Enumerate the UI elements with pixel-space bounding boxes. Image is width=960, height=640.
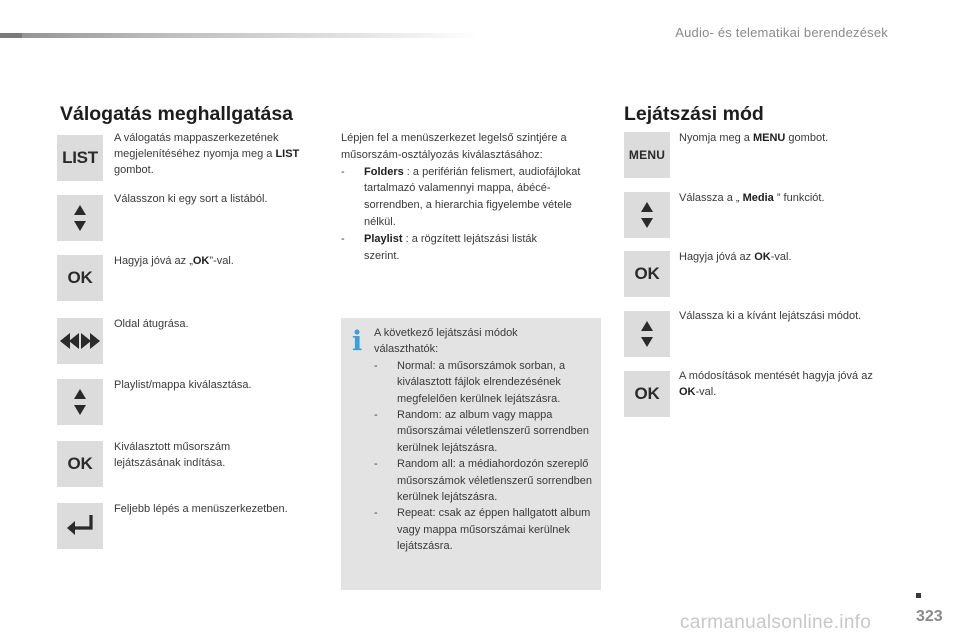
arrow-up-icon (74, 205, 86, 215)
select-mode-instruction: Válassza ki a kívánt lejátszási módot. (679, 310, 862, 322)
list-item: - Random all: a médiahordozón szereplő műsorszámok véletlenszerű sorrendben kerülnek lejátszásra. (374, 458, 593, 504)
back-button (57, 503, 103, 549)
skip-page-instruction: Oldal átugrása. (114, 318, 189, 330)
info-text: A következő lejátszási módok választhatók: - Normal: a műsorszámok sorban, a kiválasztott fájlok elrendezésének megfelelően kerülnek lejátszásra. - Random: az album vagy mappa műsorszámai véletlenszerű sorrendben kerülnek lejátszásra. - Random all: a médiahordozón szereplő műsorszámok véletlenszerű sorrendben kerülnek lejátszásra. - Repeat: csak az éppen hallgatott album vagy mappa műsorszámai kerülnek lejátszásra. (374, 325, 596, 555)
list-item: - Repeat: csak az éppen hallgatott album vagy mappa műsorszámai kerülnek lejátszásra. (374, 507, 591, 553)
up-down-arrows-button (624, 192, 670, 238)
press-menu-instruction: Nyomja meg a MENU gombot. (679, 132, 829, 144)
skip-button (57, 318, 103, 364)
info-icon: i (352, 326, 363, 357)
right-heading: Lejátszási mód (624, 103, 764, 125)
save-changes-instruction: A módosítások mentését hagyja jóvá az OK-val. (679, 370, 873, 398)
list-button: LIST (57, 135, 103, 181)
menu-button: MENU (624, 132, 670, 178)
up-down-arrows-button (624, 311, 670, 357)
list-instruction: A válogatás mappaszerkezetének megjelenítéséhez nyomja meg a LIST gombot. (114, 132, 300, 176)
page-marker (916, 593, 921, 598)
page-number: 323 (916, 608, 943, 625)
rewind-forward-icon (60, 333, 100, 349)
header-gradient-bar (0, 33, 480, 38)
watermark: carmanualsonline.info (680, 612, 872, 633)
return-arrow-icon (65, 513, 95, 539)
list-item: - Random: az album vagy mappa műsorszámai véletlenszerű sorrendben kerülnek lejátszásra. (374, 409, 589, 454)
arrow-up-icon (641, 202, 653, 212)
ok-button: OK (57, 441, 103, 487)
confirm-ok-instruction: Hagyja jóvá az OK-val. (679, 251, 792, 263)
select-media-instruction: Válassza a „ Media ” funkciót. (679, 192, 825, 204)
arrow-up-icon (641, 321, 653, 331)
playlist-select-instruction: Playlist/mappa kiválasztása. (114, 379, 252, 391)
arrow-down-icon (641, 218, 653, 228)
confirm-ok-instruction: Hagyja jóvá az „OK”-val. (114, 255, 234, 267)
info-box (341, 318, 601, 590)
ok-button: OK (624, 251, 670, 297)
arrow-down-icon (74, 221, 86, 231)
left-heading: Válogatás meghallgatása (60, 103, 294, 125)
ok-button: OK (57, 255, 103, 301)
up-down-arrows-button (57, 379, 103, 425)
folder-sort-intro: Lépjen fel a menüszerkezet legelső szintjére a műsorszám-osztályozás kiválasztásához: (341, 132, 567, 161)
list-item: - Folders : a periférián felismert, audiofájlokat tartalmazó valamennyi mappa, ábécé-sorrendben, a hierarchia figyelembe vétele nélkül. (341, 165, 581, 228)
ok-button: OK (624, 371, 670, 417)
arrow-down-icon (74, 405, 86, 415)
arrow-down-icon (641, 337, 653, 347)
go-up-instruction: Feljebb lépés a menüszerkezetben. (114, 503, 288, 515)
arrow-up-icon (74, 389, 86, 399)
start-playback-instruction: Kiválasztott műsorszám lejátszásának indítása. (114, 441, 231, 469)
list-item: - Normal: a műsorszámok sorban, a kiválasztott fájlok elrendezésének megfelelően kerülnek lejátszásra. (374, 359, 566, 405)
folder-sort-text (341, 130, 603, 264)
section-title: Audio- és telematikai berendezések (675, 25, 888, 40)
select-row-instruction: Válasszon ki egy sort a listából. (114, 193, 268, 205)
up-down-arrows-button (57, 195, 103, 241)
list-item: - Playlist : a rögzített lejátszási listák szerint. (341, 232, 538, 262)
